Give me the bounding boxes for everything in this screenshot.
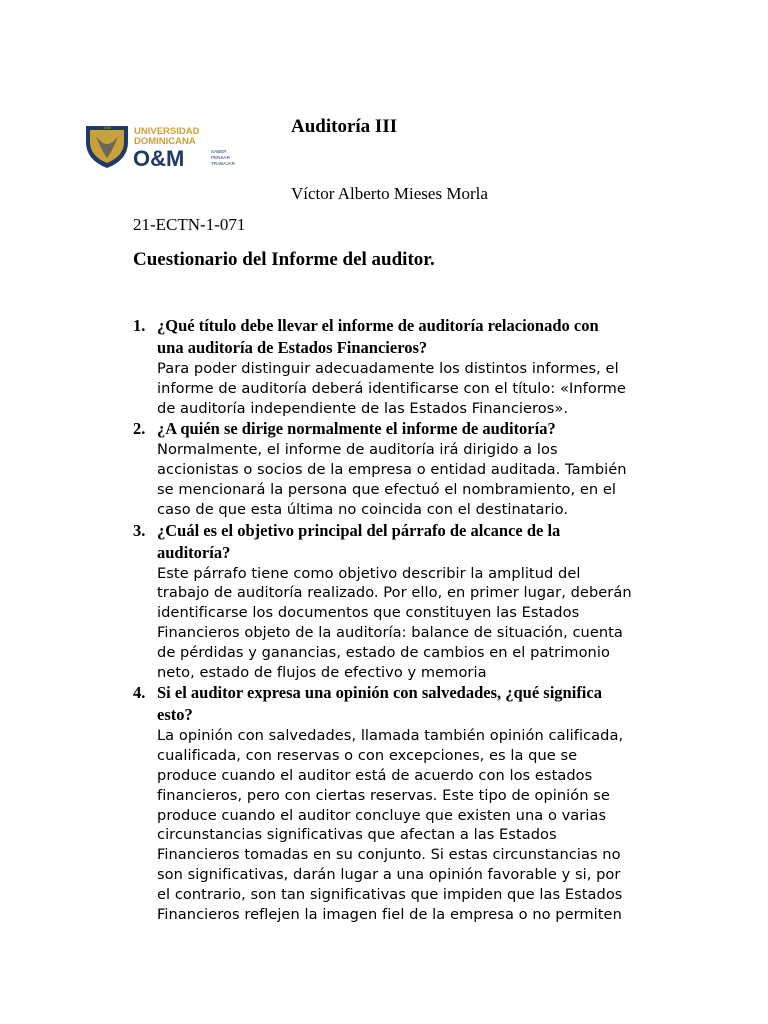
question-number: 3. [133, 520, 146, 540]
question-list [133, 315, 663, 924]
course-title: Auditoría III [291, 116, 398, 137]
document-title: Cuestionario del Informe del auditor. [133, 249, 435, 270]
logo-tag3: TRABAJAR [211, 161, 235, 166]
question-text: ¿Qué título debe llevar el informe de auditoría relacionado con una auditoría de Estados Financieros? [157, 316, 599, 357]
question-number: 2. [133, 419, 146, 439]
logo-brand: O&M [133, 146, 185, 171]
answer-text: Para poder distinguir adecuadamente los distintos informes, el informe de auditoría deberá identificarse con el título: «Informe de auditoría independiente de las Estados Financieros». [157, 360, 626, 417]
answer-text: La opinión con salvedades, llamada también opinión calificada, cualificada, con reservas o con excepciones, es la que se produce cuando el auditor está de acuerdo con los estados financieros, pero con ciertas reservas. Este tipo de opinión se produce cuando el auditor concluye que existen una o varias circunstancias significativas que afectan a las Estados Financieros tomadas en su conjunto. Si estas circunstancias no son significativas, darán lugar a una opinión favorable y si, por el contrario, son tan significativas que impiden que las Estados Financieros reflejen la imagen fiel de la empresa o no permiten [157, 727, 624, 923]
logo-tag2: PENSAR [211, 155, 230, 160]
question-item-3 [133, 520, 663, 683]
question-text: ¿A quién se dirige normalmente el informe de auditoría? [157, 419, 556, 439]
question-item-4 [133, 682, 663, 924]
question-item-1 [133, 315, 663, 418]
question-number: 1. [133, 316, 146, 335]
question-text: ¿Cuál es el objetivo principal del párrafo de alcance de la auditoría? [157, 520, 561, 562]
student-id: 21-ECTN-1-071 [133, 215, 246, 234]
answer-text: Normalmente, el informe de auditoría irá dirigido a los accionistas o socios de la empresa o entidad auditada. También se mencionará la persona que efectuó el nombramiento, en el caso de que esta última no coincida con el destinatario. [157, 441, 627, 518]
author-name: Víctor Alberto Mieses Morla [291, 184, 488, 203]
logo-line2: DOMINICANA [134, 136, 196, 147]
question-item-2 [133, 418, 663, 519]
university-logo [84, 122, 244, 172]
shield-year: 1966 [103, 126, 111, 131]
question-number: 4. [133, 683, 146, 703]
logo-tag1: SABER [211, 149, 227, 154]
answer-text: Este párrafo tiene como objetivo describir la amplitud del trabajo de auditoría realizado. Por ello, en primer lugar, deberán identificarse los documentos que constituyen las Estados Financieros objeto de la auditoría: balance de situación, cuenta de pérdidas y ganancias, estado de cambios en el patrimonio neto, estado de flujos de efectivo y memoria [157, 564, 632, 681]
question-text: Si el auditor expresa una opinión con salvedades, ¿qué significa esto? [157, 683, 602, 725]
logo-graphic [84, 122, 244, 172]
logo-line1: UNIVERSIDAD [134, 126, 200, 137]
